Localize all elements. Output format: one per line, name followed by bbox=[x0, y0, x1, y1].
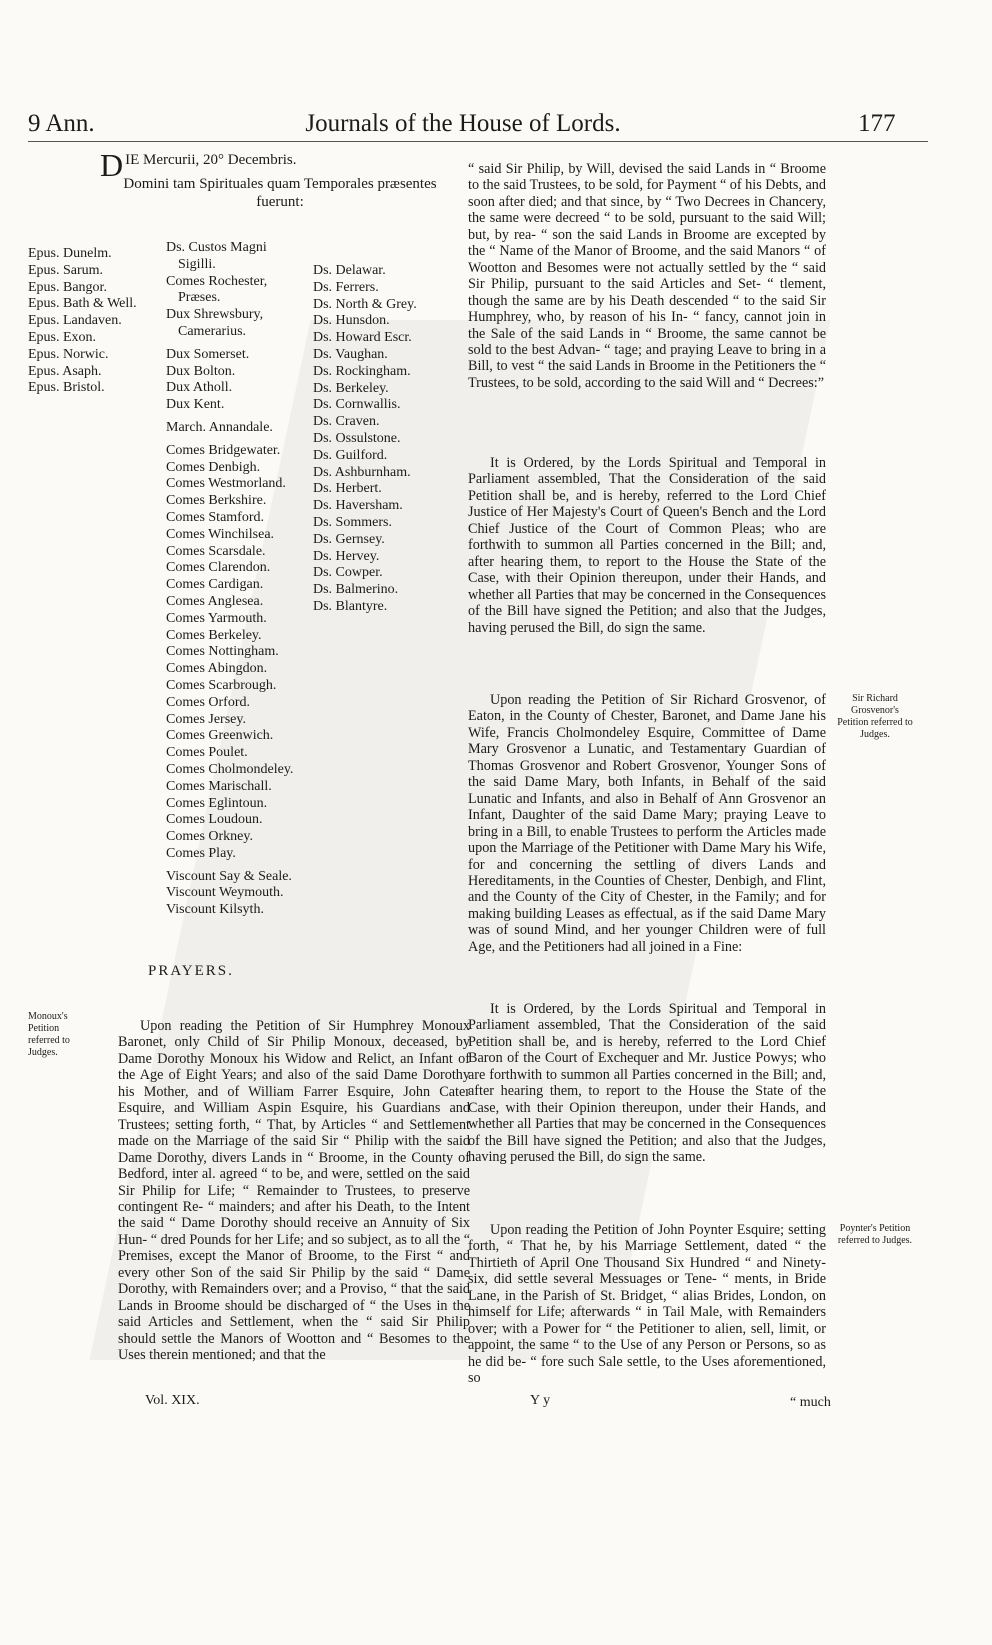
baron-entry: Ds. Cornwallis. bbox=[313, 397, 401, 413]
baron-entry: Ds. Haversham. bbox=[313, 498, 403, 514]
baron-entry: Ds. Rockingham. bbox=[313, 363, 411, 379]
earl-entry: Comes Cardigan. bbox=[166, 577, 264, 593]
earl-entry: Comes Scarbrough. bbox=[166, 677, 277, 693]
earl-entry: Comes Scarsdale. bbox=[166, 543, 266, 559]
viscount-entry: Viscount Say & Seale. bbox=[166, 868, 292, 884]
bishops-column bbox=[28, 246, 137, 397]
earl-entry: Comes Jersey. bbox=[166, 711, 246, 727]
viscount-entry: Viscount Weymouth. bbox=[166, 885, 284, 901]
regnal-year: 9 Ann. bbox=[28, 110, 95, 137]
bishop-entry: Epus. Dunelm. bbox=[28, 246, 112, 261]
catchword: “ much bbox=[790, 1395, 831, 1410]
monoux-order-paragraph: It is Ordered, by the Lords Spiritual and Temporal in Parliament assembled, That the Consideration of the said Petition shall be, and is hereby, referred to the Lord Chief Justice of Her Majesty's Court of Queen's Bench and the Lord Chief Justice of the Court of Common Pleas; who are forthwith to summon all Parties concerned in the Bill; and, after hearing them, to report to the House the State of the Case, with their Opinion thereupon, under their Hands, and whether all Parties that may be concerned in the Consequences of the Bill have signed the Petition; and also that the Judges, having perused the Bill, do sign the same. bbox=[468, 455, 826, 636]
earl-entry: Comes Abingdon. bbox=[166, 661, 268, 677]
attendance-heading bbox=[100, 175, 460, 211]
bishop-entry: Epus. Bristol. bbox=[28, 380, 105, 396]
earl-entry: Comes Loudoun. bbox=[166, 812, 263, 828]
peers-column bbox=[166, 240, 293, 919]
session-date-text: IE Mercurii, 20° Decembris. bbox=[125, 152, 297, 168]
baron-entry: Ds. Cowper. bbox=[313, 565, 383, 581]
baron-entry: Ds. Delawar. bbox=[313, 263, 386, 278]
baron-entry: Ds. Sommers. bbox=[313, 514, 392, 530]
earl-entry: Comes Orford. bbox=[166, 694, 250, 710]
earl-entry: Comes Greenwich. bbox=[166, 728, 274, 744]
earl-entry: Comes Denbigh. bbox=[166, 459, 261, 475]
earl-entry: Comes Nottingham. bbox=[166, 644, 279, 660]
attendance-heading-line: Domini tam Spirituales quam Temporales præsentes bbox=[123, 176, 437, 192]
earl-entry: Comes Bridgewater. bbox=[166, 442, 281, 458]
baron-entry: Ds. North & Grey. bbox=[313, 296, 417, 312]
baron-entry: Ds. Vaughan. bbox=[313, 346, 388, 362]
officer-entry: Dux Shrewsbury, bbox=[166, 307, 264, 323]
officer-entry: Comes Rochester, bbox=[166, 273, 268, 289]
bishop-entry: Epus. Sarum. bbox=[28, 262, 104, 278]
baron-entry: Ds. Ashburnham. bbox=[313, 464, 411, 480]
margin-note-grosvenor: Sir Richard Grosvenor's Petition referred to Judges. bbox=[837, 693, 913, 740]
officer-entry: Sigilli. bbox=[178, 256, 216, 272]
volume-label: Vol. XIX. bbox=[145, 1393, 200, 1408]
duke-entry: Dux Bolton. bbox=[166, 363, 236, 379]
header-rule bbox=[28, 141, 928, 142]
baron-entry: Ds. Guilford. bbox=[313, 447, 388, 463]
poynter-petition-paragraph: Upon reading the Petition of John Poynter Esquire; setting forth, “ That he, by his Marriage Settlement, dated “ the Thirtieth of April One Thousand Six Hundred “ and Ninety-six, did settle several Messuages or Tene- “ ments, in Bride Lane, in the Parish of St. Bridget, “ alias Brides, London, on himself for Life; afterwards “ in Tail Male, with Remainders over; with a Power for “ the Petitioner to alien, sell, limit, or appoint, the same “ to the Use of any Person or Persons, so as he did be- “ fore such Sale settle, to the Uses aforementioned, so bbox=[468, 1222, 826, 1387]
bishop-entry: Epus. Bath & Well. bbox=[28, 296, 137, 312]
signature-mark: Y y bbox=[530, 1393, 551, 1408]
baron-entry: Ds. Balmerino. bbox=[313, 582, 399, 598]
earl-entry: Comes Play. bbox=[166, 845, 236, 861]
earl-entry: Comes Berkeley. bbox=[166, 627, 262, 643]
baron-entry: Ds. Blantyre. bbox=[313, 598, 388, 614]
monoux-petition-continued: “ said Sir Philip, by Will, devised the said Lands in “ Broome to the said Trustees, to be sold, for Payment “ of his Debts, and soon after died; and that since, by “ Two Decrees in Chancery, the same were decreed “ to be sold, pursuant to the said Will; but, by rea- “ son the said Lands in Broome are excepted by the “ Name of the Manor of Broome, and the said Manors “ of Wootton and Besomes were not actually settled by the “ said Sir Philip, pursuant to the said Articles and Set- “ tlement, though the same are by his Death descended “ to the said Sir Humphrey, who, by reason of his In- “ fancy, cannot join in the Sale of the said Lands in “ Broome, the same cannot be sold to the best Advan- “ tage; and praying Leave to bring in a Bill, to vest “ the said Lands in Broome in the Petitioners the “ Trustees, to be sold, according to the said Will and “ Decrees:” bbox=[468, 161, 826, 391]
earl-entry: Comes Clarendon. bbox=[166, 560, 271, 576]
earl-entry: Comes Stamford. bbox=[166, 509, 264, 525]
duke-entry: Dux Kent. bbox=[166, 397, 225, 413]
journal-title: Journals of the House of Lords. bbox=[305, 110, 621, 137]
earl-entry: Comes Marischall. bbox=[166, 778, 272, 794]
monoux-petition-paragraph: Upon reading the Petition of Sir Humphrey Monoux Baronet, only Child of Sir Philip Monoux, deceased, by Dame Dorothy Monoux his Widow and Relict, an Infant of the Age of Eight Years; and also of the said Dame Dorothy his Mother, and of William Farrer Esquire, John Cater Esquire, and William Aspin Esquire, his Guardians and Trustees; setting forth, “ That, by Articles “ and Settlement made on the Marriage of the said Sir “ Philip with the said Dame Dorothy, divers Lands in “ Broome, in the County of Bedford, inter al. agreed “ to be, and were, settled on the said Sir Philip for Life; “ Remainder to Trustees, to preserve contingent Re- “ mainders; and after his Death, to the Intent the said “ Dame Dorothy should receive an Annuity of Six Hun- “ dred Pounds for her Life; and so subject, as to all the “ Premises, except the Manor of Broome, to the First “ and every other Son of the said Sir Philip by the said “ Dame Dorothy, with Remainders over; and a Proviso, “ that the said Lands in Broome should be discharged of “ the Uses in the said Articles and Settlement, when the “ said Sir Philip should settle the Manors of Wootton and “ Besomes to the Uses therein mentioned; and that the bbox=[118, 1018, 470, 1364]
bishop-entry: Epus. Norwic. bbox=[28, 346, 109, 362]
earl-entry: Comes Poulet. bbox=[166, 745, 248, 761]
margin-note-poynter: Poynter's Petition referred to Judges. bbox=[837, 1223, 913, 1246]
attendance-heading-line: fuerunt: bbox=[256, 194, 304, 210]
earl-entry: Comes Westmorland. bbox=[166, 476, 286, 492]
baron-entry: Ds. Hervey. bbox=[313, 548, 380, 564]
earl-entry: Comes Yarmouth. bbox=[166, 610, 267, 626]
officer-entry: Ds. Custos Magni bbox=[166, 240, 267, 255]
duke-entry: Dux Atholl. bbox=[166, 380, 233, 396]
baron-entry: Ds. Craven. bbox=[313, 414, 380, 430]
earl-entry: Comes Berkshire. bbox=[166, 493, 267, 509]
margin-note-monoux: Monoux's Petition referred to Judges. bbox=[28, 1011, 70, 1058]
baron-entry: Ds. Herbert. bbox=[313, 481, 382, 497]
baron-entry: Ds. Howard Escr. bbox=[313, 330, 412, 346]
baron-entry: Ds. Ossulstone. bbox=[313, 430, 401, 446]
earl-entry: Comes Anglesea. bbox=[166, 593, 264, 609]
earl-entry: Comes Winchilsea. bbox=[166, 526, 275, 542]
earl-entry: Comes Eglintoun. bbox=[166, 795, 268, 811]
bishop-entry: Epus. Landaven. bbox=[28, 313, 122, 329]
prayers-heading: PRAYERS. bbox=[148, 963, 234, 979]
duke-entry: Dux Somerset. bbox=[166, 346, 250, 362]
marquess-entry: March. Annandale. bbox=[166, 419, 273, 435]
earl-entry: Comes Orkney. bbox=[166, 829, 253, 845]
barons-column bbox=[313, 263, 417, 616]
earl-entry: Comes Cholmondeley. bbox=[166, 761, 294, 777]
bishop-entry: Epus. Asaph. bbox=[28, 363, 102, 379]
bishop-entry: Epus. Exon. bbox=[28, 329, 97, 345]
viscount-entry: Viscount Kilsyth. bbox=[166, 902, 264, 918]
bishop-entry: Epus. Bangor. bbox=[28, 279, 107, 295]
page-number: 177 bbox=[858, 110, 896, 137]
grosvenor-petition-paragraph: Upon reading the Petition of Sir Richard Grosvenor, of Eaton, in the County of Chester, Baronet, and Dame Jane his Wife, Francis Cholmondeley Esquire, Committee of Dame Mary Grosvenor a Lunatic, and Testamentary Guardian of Thomas Grosvenor and Robert Grosvenor, Younger Sons of the said Dame Mary, both Infants, in Behalf of the said Lunatic and Infants, and also in Behalf of Ann Grosvenor an Infant, Daughter of the said Dame Mary; praying Leave to bring in a Bill, to enable Trustees to perform the Articles made upon the Marriage of the Petitioner with Dame Mary his Wife, for and concerning the settling of divers Lands and Hereditaments, in the Counties of Chester, Denbigh, and Flint, and the County of the City of Chester, in the Family; and for making building Leases as effectual, as if the said Dame Mary was of sound Mind, and her younger Children were of full Age, and the Petitioners had all joined in a Fine: bbox=[468, 692, 826, 955]
baron-entry: Ds. Hunsdon. bbox=[313, 313, 390, 329]
baron-entry: Ds. Berkeley. bbox=[313, 380, 389, 396]
officer-entry: Camerarius. bbox=[178, 323, 247, 339]
baron-entry: Ds. Ferrers. bbox=[313, 279, 379, 295]
baron-entry: Ds. Gernsey. bbox=[313, 531, 385, 547]
grosvenor-order-paragraph: It is Ordered, by the Lords Spiritual and Temporal in Parliament assembled, That the Consideration of the said Petition shall be, and is hereby, referred to the Lord Chief Baron of the Court of Exchequer and Mr. Justice Powys; who are forthwith to summon all Parties concerned in the Bill; and, after hearing them, to report to the House the State of the Case, with their Opinion thereupon, under their Hands, and whether all Parties that may be concerned in the Consequences of the Bill have signed the Petition; and also that the Judges, having perused the Bill, do sign the same. bbox=[468, 1001, 826, 1166]
officer-entry: Præses. bbox=[178, 290, 221, 306]
drop-cap: D bbox=[100, 147, 124, 183]
